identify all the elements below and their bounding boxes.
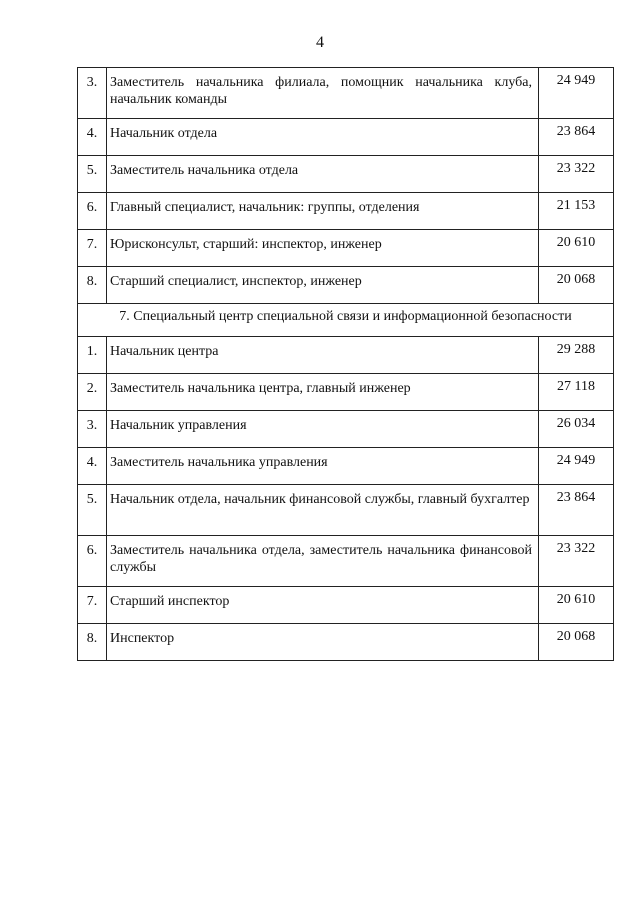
table-row (78, 156, 614, 193)
position-title: Начальник центра (107, 337, 539, 374)
row-number: 5. (78, 156, 107, 193)
position-title: Главный специалист, начальник: группы, отделения (107, 193, 539, 230)
table-row (78, 68, 614, 119)
salary-value: 23 322 (539, 536, 614, 587)
row-number: 7. (78, 587, 107, 624)
salary-value: 26 034 (539, 411, 614, 448)
row-number: 2. (78, 374, 107, 411)
salary-value: 27 118 (539, 374, 614, 411)
position-title: Старший инспектор (107, 587, 539, 624)
position-title: Заместитель начальника управления (107, 448, 539, 485)
position-title: Юрисконсульт, старший: инспектор, инженер (107, 230, 539, 267)
section-row (78, 304, 614, 337)
table-row (78, 267, 614, 304)
position-title: Старший специалист, инспектор, инженер (107, 267, 539, 304)
table-row (78, 624, 614, 661)
position-title: Инспектор (107, 624, 539, 661)
position-title: Заместитель начальника центра, главный инженер (107, 374, 539, 411)
salary-table (77, 67, 614, 661)
row-number: 8. (78, 267, 107, 304)
salary-value: 23 322 (539, 156, 614, 193)
table-row (78, 536, 614, 587)
table-row (78, 337, 614, 374)
table-row (78, 485, 614, 536)
row-number: 7. (78, 230, 107, 267)
salary-value: 20 068 (539, 267, 614, 304)
position-title: Начальник отдела (107, 119, 539, 156)
row-number: 6. (78, 193, 107, 230)
table-row (78, 587, 614, 624)
section-heading: 7. Специальный центр специальной связи и информационной безопасности (78, 304, 614, 337)
row-number: 8. (78, 624, 107, 661)
position-title: Заместитель начальника отдела (107, 156, 539, 193)
salary-value: 23 864 (539, 485, 614, 536)
salary-value: 24 949 (539, 448, 614, 485)
row-number: 5. (78, 485, 107, 536)
position-title: Заместитель начальника отдела, заместитель начальника финансовой службы (107, 536, 539, 587)
row-number: 3. (78, 411, 107, 448)
table-row (78, 230, 614, 267)
row-number: 4. (78, 119, 107, 156)
salary-value: 29 288 (539, 337, 614, 374)
row-number: 6. (78, 536, 107, 587)
page-number: 4 (316, 34, 324, 51)
table-row (78, 411, 614, 448)
salary-value: 23 864 (539, 119, 614, 156)
position-title: Начальник отдела, начальник финансовой службы, главный бухгалтер (107, 485, 539, 536)
position-title: Начальник управления (107, 411, 539, 448)
salary-value: 24 949 (539, 68, 614, 119)
position-title: Заместитель начальника филиала, помощник начальника клуба, начальник команды (107, 68, 539, 119)
salary-value: 20 610 (539, 230, 614, 267)
salary-value: 21 153 (539, 193, 614, 230)
row-number: 1. (78, 337, 107, 374)
row-number: 3. (78, 68, 107, 119)
table-row (78, 119, 614, 156)
salary-value: 20 068 (539, 624, 614, 661)
table-row (78, 374, 614, 411)
salary-value: 20 610 (539, 587, 614, 624)
table-row (78, 448, 614, 485)
row-number: 4. (78, 448, 107, 485)
table-row (78, 193, 614, 230)
